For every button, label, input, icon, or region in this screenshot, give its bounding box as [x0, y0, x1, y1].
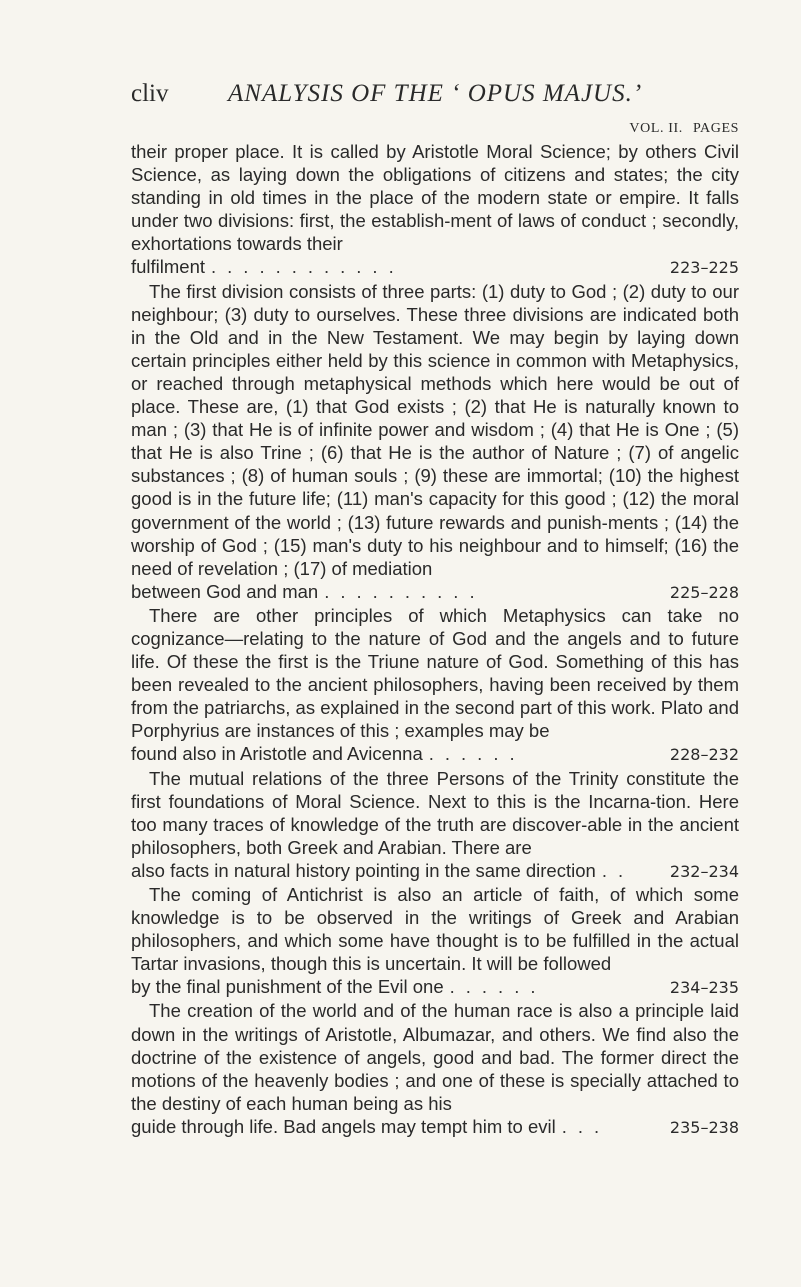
section [131, 999, 739, 1139]
section-last-line: fulfilment [131, 256, 206, 278]
section-reference-line [131, 859, 739, 883]
section-last-line: by the final punishment of the Evil one [131, 976, 444, 998]
section [131, 767, 739, 883]
page-range: 223–225 [669, 258, 739, 278]
section-body: The mutual relations of the three Persons of the Trinity constitute the first foundations of Moral Science. Next to this is the Incarna-tion. Here too many traces of knowledge of the truth are discover-able in the ancient philosophers, both Greek and Arabian. There are [131, 767, 739, 858]
section-reference-line [131, 1115, 739, 1139]
pages-label: PAGES [692, 121, 739, 136]
running-title: ANALYSIS OF THE ‘ OPUS MAJUS.’ [228, 80, 643, 107]
page-range: 228–232 [669, 745, 739, 765]
section-reference-line [131, 255, 739, 279]
page-number: cliv [131, 80, 169, 107]
section [131, 604, 739, 767]
leader-dots: ...... [449, 976, 547, 998]
page-range: 232–234 [669, 861, 739, 881]
section-reference-line [131, 580, 739, 604]
section-last-line: found also in Aristotle and Avicenna [131, 743, 423, 765]
section-last-line: between God and man [131, 580, 319, 602]
section [131, 280, 739, 604]
section-body: their proper place. It is called by Aristotle Moral Science; by others Civil Science, as laying down the obligations of citizens and states; the city standing in old times in the place of the modern state or empire. It falls under two divisions: first, the establish-ment of laws of conduct ; secondly, exhortations towards their [131, 141, 739, 255]
section [131, 883, 739, 999]
section-body: There are other principles of which Metaphysics can take no cognizance—relating to the nature of God and the angels and to future life. Of these the first is the Triune nature of God. Something of this has been revealed to the ancient philosophers, having been received by them from the patriarchs, as explained in the second part of this work. Plato and Porphyrius are instances of this ; examples may be [131, 604, 739, 742]
section-reference-line [131, 975, 739, 999]
leader-dots: .. [601, 859, 635, 881]
leader-dots: ... [561, 1115, 611, 1137]
analysis-text [131, 140, 739, 1139]
leader-dots: .......... [324, 580, 486, 602]
vol-label: VOL. II. [629, 121, 683, 136]
page-range: 225–228 [669, 582, 739, 602]
section-body: The first division consists of three parts: (1) duty to God ; (2) duty to our neighbour; (3) duty to ourselves. These three divisions are indicated both in the Old and in the New Testament. We may begin by laying down certain principles either held by this science in common with Metaphysics, or reached through metaphysical methods which here would be out of place. These are, (1) that God exists ; (2) that He is naturally known to man ; (3) that He is of infinite power and wisdom ; (4) that He is One ; (5) that He is also Trine ; (6) that He is the author of Nature ; (7) of angelic substances ; (8) of human souls ; (9) these are immortal; (10) the highest good is in the future life; (11) man's capacity for this good ; (12) the moral government of the world ; (13) future rewards and punish-ments ; (14) the worship of God ; (15) man's duty to his neighbour and to himself; (16) the need of revelation ; (17) of mediation [131, 280, 739, 579]
column-heading [623, 121, 739, 137]
section-body: The creation of the world and of the human race is also a principle laid down in the writings of Aristotle, Albumazar, and others. We find also the doctrine of the existence of angels, good and bad. The former direct the motions of the heavenly bodies ; and one of these is specially attached to the destiny of each human being as his [131, 1000, 739, 1114]
section-reference-line [131, 742, 739, 766]
section-last-line: also facts in natural history pointing in the same direction [131, 859, 596, 881]
page-range: 235–238 [669, 1117, 739, 1137]
page-range: 234–235 [669, 978, 739, 998]
section-body: The coming of Antichrist is also an article of faith, of which some knowledge is to be observed in the writings of Greek and Arabian philosophers, and which some have thought is to be fulfilled in the actual Tartar invasions, though this is uncertain. It will be followed [131, 884, 739, 975]
section [131, 140, 739, 280]
section-last-line: guide through life. Bad angels may tempt him to evil [131, 1115, 556, 1137]
leader-dots: ...... [428, 743, 526, 765]
leader-dots: ............ [211, 256, 405, 278]
